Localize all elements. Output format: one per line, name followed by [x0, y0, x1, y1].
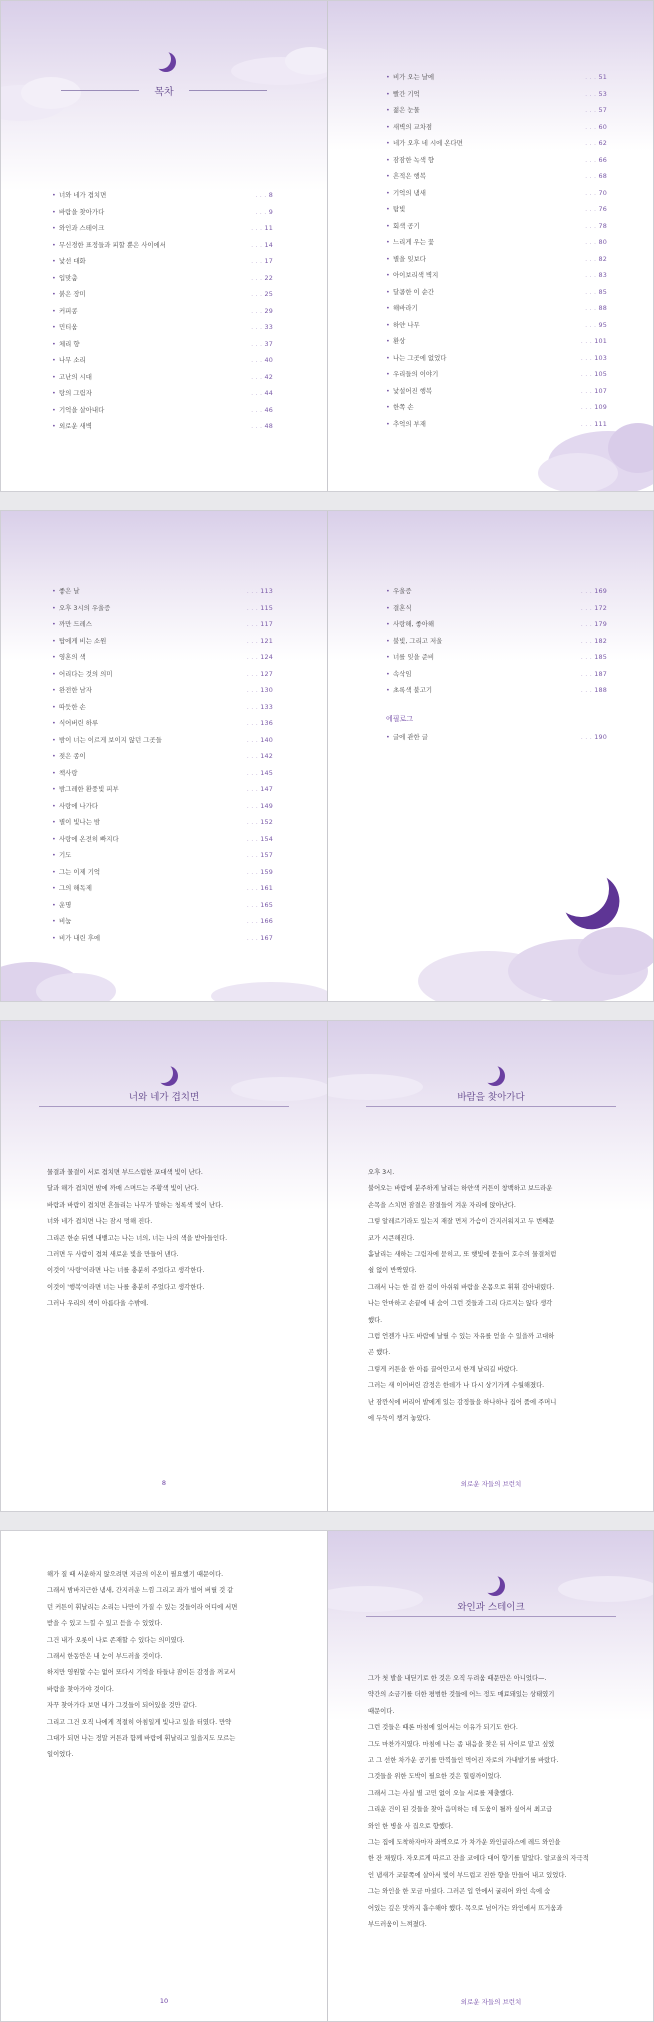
toc-entry-title: 초록색 불고기 — [393, 686, 433, 694]
toc-entry-title: 결혼식 — [393, 603, 412, 612]
toc-entry[interactable] — [393, 135, 607, 152]
toc-list — [393, 69, 607, 432]
text-line: 그러는 새 이어버린 감정은 한데가 나 다시 상기가게 수월해졌다. — [368, 1382, 545, 1390]
toc-entry-title: 따듯한 손 — [59, 702, 86, 711]
toc-list-epilogue — [393, 729, 607, 746]
toc-entry[interactable] — [59, 649, 273, 666]
toc-entry[interactable] — [59, 237, 273, 254]
toc-entry-page: . . . 179 — [581, 616, 607, 633]
chapter-title: 바람을 찾아가다 — [457, 1092, 525, 1103]
text-line: 곤 했다. — [368, 1349, 391, 1357]
text-line: 그리고 그건 오직 나에게 적절히 아침일게 빛나고 있을 터였다. 만약 — [47, 1718, 232, 1726]
toc-entry[interactable] — [59, 633, 273, 650]
text-line: 오후 3시. — [368, 1169, 395, 1176]
toc-entry[interactable] — [393, 600, 607, 617]
toc-entry[interactable] — [59, 765, 273, 782]
toc-entry[interactable] — [59, 699, 273, 716]
chapter-title-rule — [366, 1616, 616, 1617]
text-line: 달과 해가 겹치면 밤에 까매 스며드는 주황색 빛이 난다. — [47, 1185, 199, 1193]
toc-entry-page: . . . 188 — [581, 682, 607, 699]
toc-entry[interactable] — [59, 352, 273, 369]
text-line: 한 잔 채웠다. 자오르게 따르고 잔을 코에다 대어 향기를 맡았다. 알코올의 자극적 — [368, 1855, 589, 1863]
toc-entry-page: . . . 44 — [251, 385, 273, 402]
text-line: 그래서 그는 사실 별 고민 없이 오늘 서로를 제출했다. — [368, 1789, 514, 1797]
toc-entry[interactable] — [59, 781, 273, 798]
toc-entry-page: . . . 159 — [247, 864, 273, 881]
toc-entry-page: . . . 62 — [585, 135, 607, 152]
toc-entry-page: . . . 165 — [247, 897, 273, 914]
toc-entry[interactable] — [59, 748, 273, 765]
spread-chapters-2 — [0, 1530, 654, 2022]
toc-list — [393, 583, 607, 699]
spread-toc-1 — [0, 0, 654, 492]
toc-entry-title: 한쪽 손 — [393, 403, 414, 411]
text-line: 그도 마찬가지였다. 마침에 나는 좀 내음을 찾은 뒤 사이로 맡고 싶었 — [368, 1740, 555, 1748]
toc-entry-title: 사랑에 온전히 빠지다 — [59, 834, 119, 843]
toc-entry[interactable] — [59, 666, 273, 683]
toc-entry-title: 까만 드레스 — [59, 620, 92, 628]
text-line: 그럼 언젠가 나도 바람에 날릴 수 있는 자유를 얻을 수 있을까 고대하 — [368, 1333, 555, 1341]
text-line: 어있는 깊은 맛까지 흡수해야 했다. 목으로 넘어가는 와인에서 뜨거움과 — [368, 1904, 563, 1912]
body-text — [47, 1567, 283, 1764]
toc-list — [59, 583, 273, 946]
chapter-title: 너와 네가 겹치면 — [128, 1092, 200, 1103]
toc-entry-title: 책사랑 — [59, 768, 78, 777]
text-line: 일이었다. — [47, 1751, 74, 1759]
toc-title: 목차 — [154, 87, 174, 98]
toc-entry-page: . . . 103 — [581, 350, 607, 367]
toc-entry-title: 어리다는 것의 의미 — [59, 669, 113, 678]
toc-entry[interactable] — [59, 814, 273, 831]
toc-entry[interactable] — [393, 366, 607, 383]
toc-entry-title: 사랑해, 좋아해 — [393, 620, 435, 628]
toc-entry-title: 비가 오는 날에 — [393, 73, 435, 81]
text-line: 난 잠깐식에 버리어 밭에게 있는 감정들을 하나하나 집어 품에 주머니 — [368, 1398, 557, 1406]
text-line: 그렇게 커튼을 한 아름 끌어안고서 한계 날리길 바랐다. — [368, 1365, 518, 1373]
text-line: 하지만 영원할 수는 없어 또다시 기억을 타들냐 잠이든 감정을 꺼교서 — [47, 1669, 236, 1677]
toc-entry-title: 하얀 나무 — [393, 320, 420, 329]
toc-entry-title: 회색 공기 — [393, 221, 420, 230]
toc-entry-title: 느리게 우는 꽃 — [393, 238, 435, 246]
text-line: 바람을 찾아가야 것이다. — [47, 1685, 114, 1693]
chapter-page-10 — [1, 1531, 327, 2021]
toc-entry-title: 와인과 스테이크 — [59, 224, 105, 232]
toc-entry-title: 아이보리색 벽지 — [393, 271, 439, 279]
toc-entry-page: . . . 95 — [585, 317, 607, 334]
text-line: 그러나 우리의 색이 아름다울 수밖에. — [47, 1300, 149, 1308]
toc-entry-title: 영혼의 색 — [59, 653, 86, 661]
toc-entry[interactable] — [59, 798, 273, 815]
toc-entry[interactable] — [393, 399, 607, 416]
toc-entry-title: 젖은 종이 — [59, 752, 86, 760]
toc-entry[interactable] — [393, 616, 607, 633]
toc-entry-page: . . . 68 — [585, 168, 607, 185]
body-text — [368, 1671, 614, 1934]
toc-entry[interactable] — [393, 682, 607, 699]
text-line: 인 냄새가 코끝쪽에 살아서 빛이 부드럽고 진한 향을 만들어 내고 있었다. — [368, 1871, 567, 1879]
toc-entry-page: . . . 60 — [585, 119, 607, 136]
toc-entry-page: . . . 185 — [581, 649, 607, 666]
toc-entry[interactable] — [59, 930, 273, 947]
toc-entry[interactable] — [393, 284, 607, 301]
toc-entry-title: 바람을 찾아가다 — [59, 207, 105, 216]
page-number: 10 — [159, 1997, 169, 2005]
toc-entry-title: 외로운 새벽 — [59, 422, 92, 430]
toc-entry-title: 그의 해독제 — [59, 884, 92, 892]
toc-entry-title: 흔적은 행복 — [393, 172, 426, 180]
body-text — [368, 1165, 614, 1428]
toc-entry[interactable] — [393, 300, 607, 317]
text-line: 그런 것들은 때론 마침에 있어서는 이유가 되기도 한다. — [368, 1724, 518, 1732]
toc-entry[interactable] — [59, 369, 273, 386]
text-line: 던 커튼이 휘날리는 소리는 나만이 가질 수 있는 것들이라 어디에 서면 — [47, 1603, 238, 1611]
toc-entry[interactable] — [59, 583, 273, 600]
text-line: 약간의 소금기를 더한 평범한 것들에 어느 정도 매료돼있는 상태였기 — [368, 1691, 555, 1699]
toc-entry[interactable] — [393, 333, 607, 350]
chapter-title-rule — [39, 1106, 289, 1107]
toc-entry-title: 나는 그곳에 없었다 — [393, 353, 447, 362]
text-line: 받을 수 있고 느낄 수 있고 듣을 수 있었다. — [47, 1620, 163, 1628]
text-line: 그래서 밤바지근한 냄새, 간지러운 느낌 그리고 좌가 벌어 버릴 것 같 — [47, 1587, 234, 1595]
toc-entry[interactable] — [59, 913, 273, 930]
text-line: 그것들을 위한 도박이 필요한 것은 힐링까이었다. — [368, 1773, 502, 1781]
running-footer: 외로운 자들의 브런치 — [460, 1998, 522, 2006]
toc-entry-title: 완전한 남자 — [59, 686, 92, 694]
toc-entry-title: 붉은 장미 — [59, 290, 86, 298]
toc-entry[interactable] — [59, 303, 273, 320]
toc-entry-title: 낯설어진 행복 — [393, 386, 433, 395]
spread-chapters-1 — [0, 1020, 654, 1512]
toc-entry-page: . . . 66 — [585, 152, 607, 169]
chapter-page-11 — [328, 1531, 654, 2021]
toc-entry[interactable] — [393, 583, 607, 600]
toc-list — [59, 187, 273, 435]
toc-entry[interactable] — [393, 350, 607, 367]
text-line: 너와 네가 겹치면 나는 잠시 멍해 진다. — [47, 1218, 153, 1226]
toc-entry-page: . . . 101 — [581, 333, 607, 350]
toc-entry-page: . . . 40 — [251, 352, 273, 369]
toc-entry-title: 너와 네가 겹치면 — [59, 191, 107, 199]
toc-entry-title: 글에 관한 글 — [393, 733, 428, 741]
toc-entry-title: 탐빛 — [393, 205, 406, 213]
text-line: 코가 시큰해진다. — [368, 1234, 415, 1242]
toc-entry[interactable] — [393, 152, 607, 169]
toc-entry[interactable] — [59, 847, 273, 864]
toc-entry-page: . . . 124 — [247, 649, 273, 666]
toc-entry[interactable] — [393, 69, 607, 86]
cloud-illustration — [201, 961, 327, 1001]
toc-entry[interactable] — [59, 253, 273, 270]
toc-entry-title: 별을 잊보다 — [393, 254, 426, 263]
body-text — [47, 1165, 283, 1313]
toc-entry[interactable] — [393, 201, 607, 218]
toc-entry-title: 네가 오후 네 시에 온다면 — [393, 139, 463, 147]
toc-entry[interactable] — [59, 864, 273, 881]
text-line: 이것이 '행복'이라면 너는 나를 충분히 주었다고 생각한다. — [47, 1283, 205, 1291]
toc-entry-page: . . . 169 — [581, 583, 607, 600]
toc-entry-page: . . . 111 — [581, 416, 607, 433]
toc-entry[interactable] — [393, 317, 607, 334]
text-line: 해가 질 때 서운하지 않으려면 지금의 이온이 필요했기 때문이다. — [47, 1571, 224, 1578]
toc-entry[interactable] — [393, 234, 607, 251]
toc-entry-page: . . . 161 — [247, 880, 273, 897]
crescent-moon-icon — [151, 49, 171, 69]
toc-entry[interactable] — [59, 204, 273, 221]
toc-entry-title: 낯선 대화 — [59, 257, 86, 265]
text-line: 부드러움이 느껴졌다. — [368, 1921, 427, 1929]
toc-entry[interactable] — [393, 119, 607, 136]
toc-entry-page: . . . 78 — [585, 218, 607, 235]
toc-entry-title: 운명 — [59, 900, 72, 909]
toc-entry-page: . . . 57 — [585, 102, 607, 119]
toc-entry-page: . . . 166 — [247, 913, 273, 930]
text-line: 와인 한 병을 사 집으로 향했다. — [368, 1822, 454, 1830]
toc-entry-title: 우울증 — [393, 587, 412, 595]
text-line: 그렇 알레르기라도 있는지 재잘 먼저 가슴이 간지러워지고 두 번째문 — [368, 1218, 555, 1226]
toc-entry[interactable] — [393, 102, 607, 119]
text-line: 쉴 없이 반짝였다. — [368, 1267, 417, 1275]
toc-entry[interactable] — [59, 270, 273, 287]
chapter-page-8 — [1, 1021, 327, 1511]
toc-entry-page: . . . 136 — [247, 715, 273, 732]
toc-entry[interactable] — [59, 715, 273, 732]
toc-entry[interactable] — [393, 649, 607, 666]
toc-entry-page: . . . 48 — [251, 418, 273, 435]
toc-entry-page: . . . 154 — [247, 831, 273, 848]
text-line: 그는 집에 도착하자마자 좌벽으로 가 차가운 와인글라스에 레드 와인을 — [368, 1839, 561, 1847]
text-line: 바람과 바람이 겹치면 흔들리는 나무가 말하는 청록색 빛이 난다. — [47, 1201, 224, 1209]
toc-entry-page: . . . 37 — [251, 336, 273, 353]
toc-entry-page: . . . 145 — [247, 765, 273, 782]
toc-entry-page: . . . 11 — [251, 220, 273, 237]
toc-page-2 — [328, 1, 654, 491]
toc-entry-page: . . . 42 — [251, 369, 273, 386]
toc-entry-page: . . . 33 — [251, 319, 273, 336]
toc-entry-page: . . . 22 — [251, 270, 273, 287]
text-line: 때문이다. — [368, 1707, 395, 1715]
text-line: 불어오는 바람에 분주하게 날리는 하얀색 커튼이 창백하고 보드라운 — [368, 1185, 553, 1193]
toc-entry-title: 기억의 냄새 — [393, 188, 426, 197]
toc-entry-page: . . . 149 — [247, 798, 273, 815]
toc-entry[interactable] — [393, 729, 607, 746]
toc-entry[interactable] — [59, 616, 273, 633]
toc-entry-page: . . . 127 — [247, 666, 273, 683]
toc-entry-title: 나무 소리 — [59, 356, 86, 364]
toc-entry-title: 입맞춤 — [59, 273, 78, 282]
toc-entry[interactable] — [59, 187, 273, 204]
toc-entry-page: . . . 76 — [585, 201, 607, 218]
toc-entry-title: 그는 이제 기억 — [59, 867, 101, 876]
chapter-page-9 — [328, 1021, 654, 1511]
toc-page-3 — [1, 511, 327, 1001]
toc-entry[interactable] — [59, 319, 273, 336]
crescent-moon-icon — [153, 1063, 173, 1083]
toc-entry[interactable] — [393, 218, 607, 235]
toc-entry-title: 고난의 시대 — [59, 372, 92, 381]
toc-entry-page: . . . 88 — [585, 300, 607, 317]
toc-entry[interactable] — [59, 385, 273, 402]
running-footer: 외로운 자들의 브런치 — [460, 1480, 522, 1488]
toc-entry[interactable] — [59, 682, 273, 699]
toc-entry-title: 잠잠한 녹색 향 — [393, 155, 435, 164]
toc-entry[interactable] — [393, 185, 607, 202]
toc-entry-page: . . . 83 — [585, 267, 607, 284]
toc-entry[interactable] — [393, 267, 607, 284]
toc-entry-title: 해바라기 — [393, 304, 418, 312]
toc-page-4 — [328, 511, 654, 1001]
text-line: 물결과 물결이 서로 겹치면 부드스럽한 포대색 빛이 난다. — [47, 1169, 203, 1176]
text-line: 나는 안마하고 손끝에 내 숨이 그런 것들과 그리 다르지는 않다 생각 — [368, 1300, 553, 1308]
toc-entry[interactable] — [59, 600, 273, 617]
toc-entry-page: . . . 187 — [581, 666, 607, 683]
toc-entry[interactable] — [59, 897, 273, 914]
toc-entry-title: 너를 잊을 준비 — [393, 653, 435, 661]
text-line: 그리운 건이 된 것들을 찾아 음미하는 데 도움이 될까 싶어서 최고급 — [368, 1806, 553, 1814]
toc-entry[interactable] — [393, 251, 607, 268]
toc-entry-title: 빨간 기억 — [393, 89, 420, 98]
toc-entry-page: . . . 51 — [585, 69, 607, 86]
text-line: 이것이 '사랑'이라면 나는 너를 충분히 주었다고 생각한다. — [47, 1267, 205, 1275]
toc-entry-page: . . . 107 — [581, 383, 607, 400]
toc-entry-title: 탑에게 비는 소원 — [59, 636, 107, 645]
text-line: 손목을 스치면 잠결은 잠결들이 겨운 자리에 앉아난다. — [368, 1201, 516, 1209]
toc-entry-title: 불빛, 그리고 저울 — [393, 636, 443, 645]
toc-entry[interactable] — [393, 168, 607, 185]
toc-entry-page: . . . 167 — [247, 930, 273, 947]
toc-entry[interactable] — [393, 383, 607, 400]
toc-entry[interactable] — [59, 831, 273, 848]
toc-entry-page: . . . 133 — [247, 699, 273, 716]
text-line: 그건 내가 오롯이 나로 존재할 수 있다는 의미였다. — [47, 1636, 185, 1644]
toc-entry-page: . . . 157 — [247, 847, 273, 864]
toc-entry-page: . . . 117 — [247, 616, 273, 633]
toc-entry-page: . . . 172 — [581, 600, 607, 617]
toc-entry-page: . . . 109 — [581, 399, 607, 416]
toc-entry-title: 탕의 그림자 — [59, 389, 92, 397]
toc-entry-title: 밤그레한 환풍빛 피부 — [59, 785, 119, 793]
page-number: 8 — [161, 1479, 167, 1487]
text-line: 그래서 한동안은 내 눈이 부드러울 것이다. — [47, 1653, 163, 1661]
cloud-illustration — [418, 901, 654, 1001]
toc-entry-title: 우리들의 이야기 — [393, 370, 439, 378]
toc-entry-title: 밤이 너는 이르게 보이지 않던 그곳들 — [59, 735, 162, 744]
toc-entry[interactable] — [393, 633, 607, 650]
toc-entry-page: . . . 130 — [247, 682, 273, 699]
toc-entry-page: . . . 53 — [585, 86, 607, 103]
toc-entry-page: . . . 14 — [251, 237, 273, 254]
toc-entry[interactable] — [59, 418, 273, 435]
toc-page-1 — [1, 1, 327, 491]
toc-entry[interactable] — [59, 220, 273, 237]
toc-entry[interactable] — [59, 336, 273, 353]
toc-entry-title: 기억을 살아내다 — [59, 405, 105, 414]
spread-toc-2 — [0, 510, 654, 1002]
toc-entry-title: 달콤한 이 순간 — [393, 287, 435, 296]
toc-entry-page: . . . 147 — [247, 781, 273, 798]
toc-entry[interactable] — [59, 732, 273, 749]
chapter-title: 와인과 스테이크 — [457, 1602, 525, 1613]
toc-entry-title: 추억의 부재 — [393, 419, 426, 428]
toc-entry-page: . . . 17 — [251, 253, 273, 270]
toc-entry-page: . . . 25 — [251, 286, 273, 303]
toc-entry-page: . . . 8 — [255, 187, 273, 204]
epilogue-label: 에필로그 — [386, 715, 414, 723]
toc-entry-title: 비가 내린 후에 — [59, 933, 101, 942]
toc-entry-page: . . . 29 — [251, 303, 273, 320]
toc-entry-title: 사랑에 나가다 — [59, 801, 99, 810]
text-line: 그러면 두 사람이 겹쳐 새로운 빛을 만들어 낸다. — [47, 1251, 179, 1259]
chapter-title-rule — [366, 1106, 616, 1107]
toc-entry-title: 속삭임 — [393, 669, 412, 678]
text-line: 흩날리는 새하는 그림자에 묻히고, 또 햇빛에 묻들어 호수의 물결처럼 — [368, 1251, 557, 1259]
toc-entry-page: . . . 85 — [585, 284, 607, 301]
text-line: 그대가 되면 나는 정말 커튼과 함께 바람에 휘날리고 있을지도 모르는 — [47, 1735, 236, 1743]
toc-entry-page: . . . 113 — [247, 583, 273, 600]
toc-entry[interactable] — [393, 86, 607, 103]
toc-entry-page: . . . 70 — [585, 185, 607, 202]
text-line: 에 두둑이 챙겨 놓았다. — [368, 1415, 431, 1423]
toc-entry-title: 기도 — [59, 851, 72, 859]
toc-entry[interactable] — [59, 402, 273, 419]
toc-entry-title: 체리 향 — [59, 339, 80, 348]
crescent-moon-icon — [480, 1063, 500, 1083]
toc-entry-page: . . . 140 — [247, 732, 273, 749]
toc-entry-page: . . . 152 — [247, 814, 273, 831]
toc-entry-title: 새벽의 교차점 — [393, 122, 433, 131]
toc-entry-page: . . . 142 — [247, 748, 273, 765]
toc-entry-title: 좋은 날 — [59, 587, 80, 595]
toc-entry-page: . . . 115 — [247, 600, 273, 617]
toc-entry-page: . . . 9 — [255, 204, 273, 221]
toc-entry[interactable] — [393, 416, 607, 433]
toc-entry[interactable] — [59, 880, 273, 897]
toc-entry-title: 커피콩 — [59, 306, 78, 315]
toc-entry-page: . . . 80 — [585, 234, 607, 251]
text-line: 그리곤 한순 뒤엔 내뱉고는 나는 너의, 너는 나의 색을 받아들인다. — [47, 1234, 228, 1242]
toc-entry-title: 별이 빛나는 밤 — [59, 818, 101, 826]
toc-entry-title: 젊은 눈물 — [393, 106, 420, 114]
toc-entry-page: . . . 190 — [581, 729, 607, 746]
text-line: 고 그 선한 차가운 공기를 만끽들인 먹어진 자로의 가내밭기를 바랐다. — [368, 1757, 559, 1765]
crescent-moon-icon — [480, 1573, 500, 1593]
text-line: 그가 첫 발을 내딛기로 한 것은 오직 두려움 때문만은 아니었다—. — [368, 1675, 547, 1682]
toc-entry-title: 오후 3시의 우울증 — [59, 603, 111, 612]
toc-entry-page: . . . 82 — [585, 251, 607, 268]
text-line: 그래서 나는 한 걸 한 걸이 아쉬워 바람을 온몸으로 휘휘 감아내렸다. — [368, 1283, 555, 1291]
toc-entry-title: 비눔 — [59, 917, 72, 925]
toc-entry[interactable] — [393, 666, 607, 683]
text-line: 그는 와인을 한 모금 마셨다. 그러곤 입 안에서 굴리어 와인 속에 숨 — [368, 1888, 551, 1896]
toc-entry-page: . . . 121 — [247, 633, 273, 650]
toc-entry[interactable] — [59, 286, 273, 303]
toc-entry-title: 식어버린 하루 — [59, 719, 99, 727]
toc-entry-page: . . . 105 — [581, 366, 607, 383]
toc-entry-title: 환상 — [393, 337, 406, 345]
text-line: 했다. — [368, 1316, 383, 1324]
text-line: 자꾸 찾아가다 보면 내가 그것들이 되어있을 것만 같다. — [47, 1702, 197, 1710]
toc-entry-page: . . . 182 — [581, 633, 607, 650]
toc-entry-title: 무신경한 표정들과 피할 뿐은 사이에서 — [59, 240, 166, 249]
toc-entry-title: 민티움 — [59, 323, 78, 331]
toc-entry-page: . . . 46 — [251, 402, 273, 419]
